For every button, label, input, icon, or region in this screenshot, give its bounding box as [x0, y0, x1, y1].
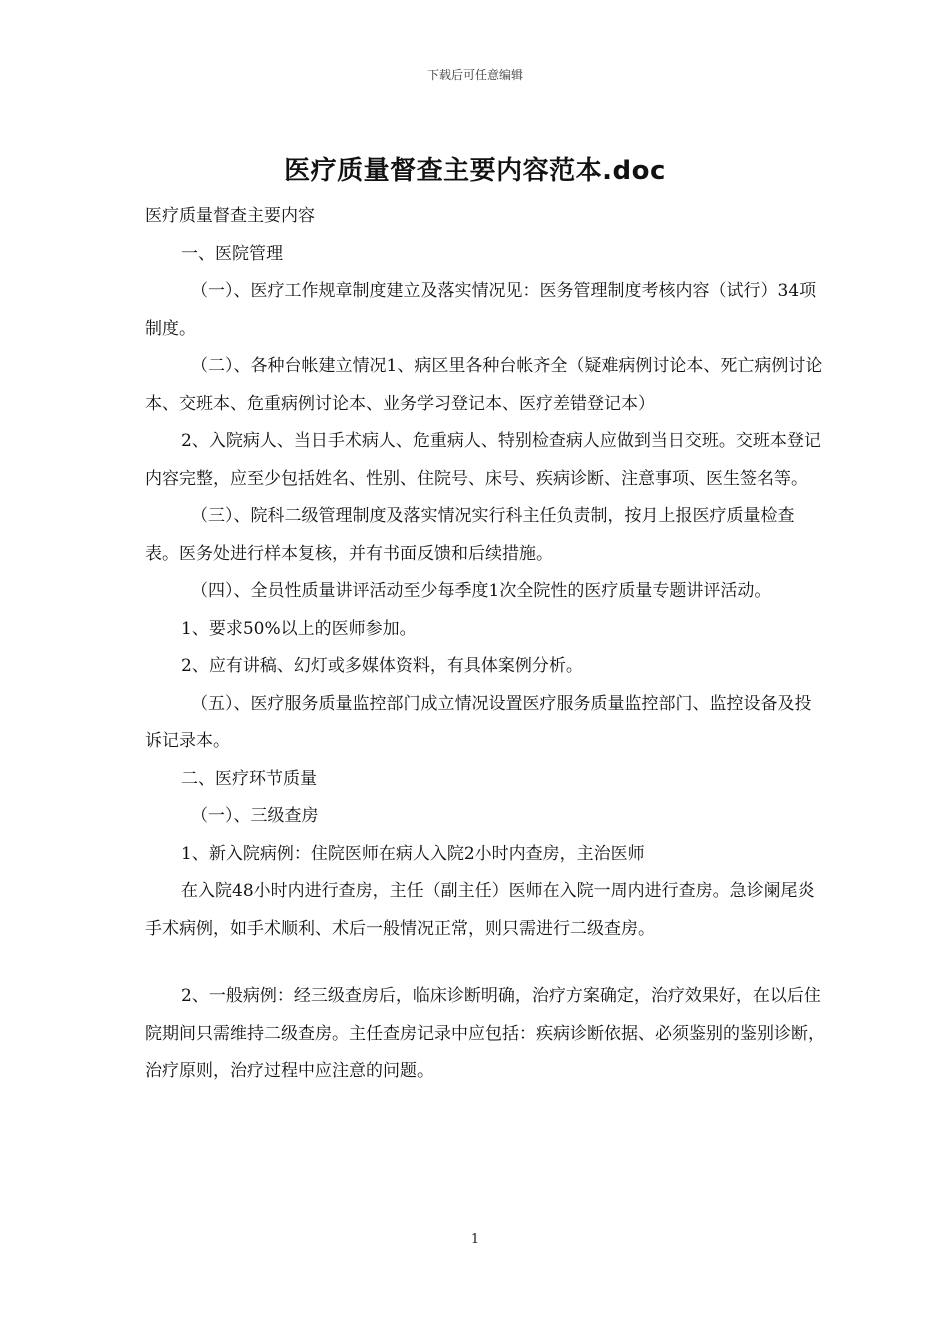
page-header: 下载后可任意编辑 [426, 68, 523, 82]
paragraph: 2、应有讲稿、幻灯或多媒体资料，有具体案例分析。 [181, 656, 583, 676]
paragraph: （一）、医疗工作规章制度建立及落实情况见：医务管理制度考核内容（试行）34项制度。 [145, 281, 817, 339]
document-title: 医疗质量督查主要内容范本.doc [284, 156, 666, 186]
paragraph: （四）、全员性质量讲评活动至少每季度1次全院性的医疗质量专题讲评活动。 [191, 581, 772, 601]
paragraph: 在入院48小时内进行查房，主任（副主任）医师在入院一周内进行查房。急诊阑尾炎手术病例，如手术顺利、术后一般情况正常，则只需进行二级查房。 [145, 881, 815, 939]
paragraph: 1、要求50%以上的医师参加。 [181, 618, 417, 639]
paragraph: 2、一般病例：经三级查房后，临床诊断明确，治疗方案确定，治疗效果好，在以后住院期间只需维持二级查房。主任查房记录中应包括：疾病诊断依据、必须鉴别的鉴别诊断，治疗原则，治疗过程中应注意的问题。 [145, 986, 825, 1081]
document-body [145, 198, 825, 1091]
page-number: 1 [470, 1232, 480, 1247]
paragraph: 1、新入院病例：住院医师在病人入院2小时内查房，主治医师 [181, 843, 645, 864]
paragraph: （五）、医疗服务质量监控部门成立情况设置医疗服务质量监控部门、监控设备及投诉记录本。 [145, 693, 812, 751]
paragraph: （三）、院科二级管理制度及落实情况实行科主任负责制，按月上报医疗质量检查表。医务处进行样本复核，并有书面反馈和后续措施。 [145, 506, 795, 564]
paragraph: （二）、各种台帐建立情况1、病区里各种台帐齐全（疑难病例讨论本、死亡病例讨论本、交班本、危重病例讨论本、业务学习登记本、医疗差错登记本） [145, 356, 823, 414]
section-heading: 一、医院管理 [181, 243, 283, 264]
paragraph: 2、入院病人、当日手术病人、危重病人、特别检查病人应做到当日交班。交班本登记内容完整，应至少包括姓名、性别、住院号、床号、疾病诊断、注意事项、医生签名等。 [145, 431, 821, 489]
subsection-heading: （一）、三级查房 [191, 806, 319, 826]
section-heading: 二、医疗环节质量 [181, 768, 317, 789]
paragraph: 医疗质量督查主要内容 [145, 206, 315, 226]
